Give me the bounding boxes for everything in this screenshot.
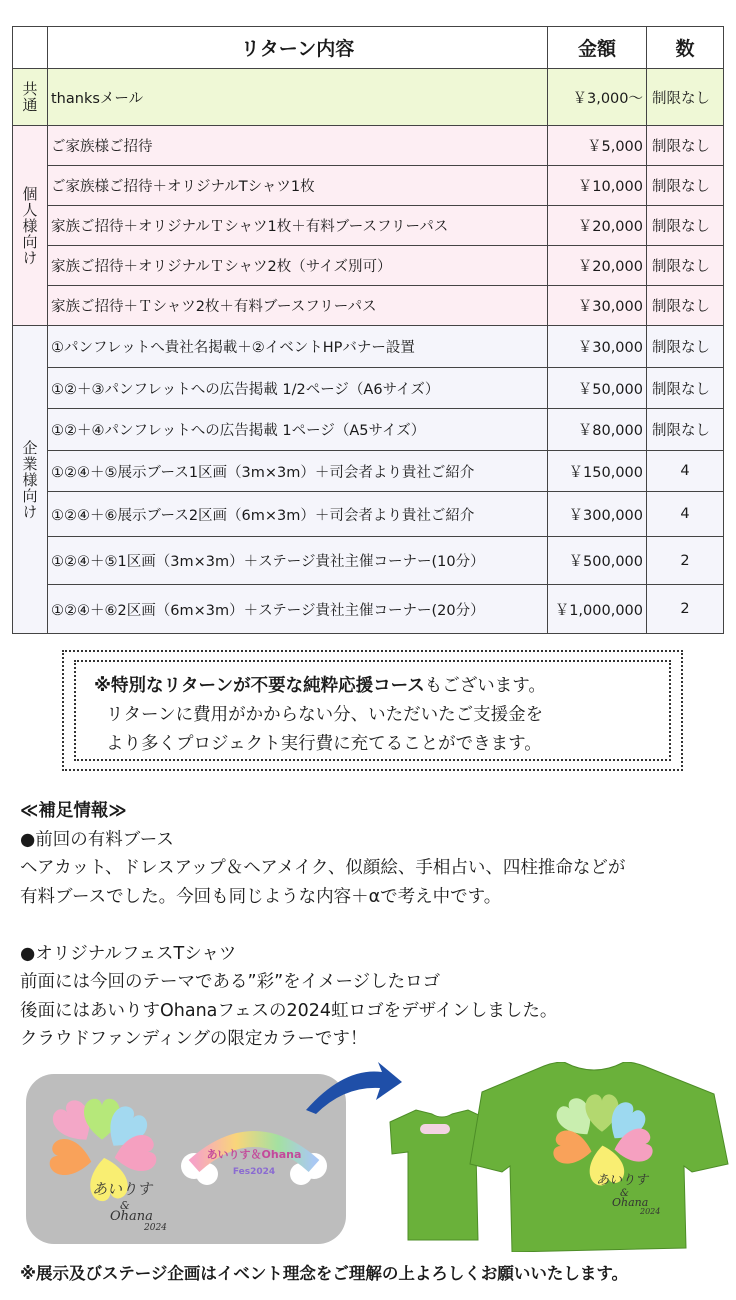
notes-heading: ≪補足情報≫ — [20, 801, 127, 821]
return-content: 家族ご招待＋オリジナルＴシャツ2枚（サイズ別可） — [48, 246, 548, 286]
return-content: ご家族様ご招待 — [48, 126, 548, 166]
return-amount: ￥1,000,000 — [548, 585, 647, 634]
supplementary-info — [20, 797, 730, 1054]
return-amount: ￥30,000 — [548, 286, 647, 326]
return-amount: ￥20,000 — [548, 246, 647, 286]
table-row — [13, 537, 724, 585]
shirt-script-ohana: Ohana — [612, 1196, 649, 1209]
shirt-script-year: 2024 — [640, 1207, 661, 1216]
return-content: 家族ご招待＋オリジナルＴシャツ1枚＋有料ブースフリーパス — [48, 206, 548, 246]
table-row — [13, 246, 724, 286]
group-label-common: 共通 — [13, 69, 48, 126]
return-content: ①パンフレットへ貴社名掲載＋②イベントHPバナー設置 — [48, 326, 548, 368]
return-amount: ￥5,000 — [548, 126, 647, 166]
group-label-corporate: 企業様向け — [13, 326, 48, 634]
table-row — [13, 69, 724, 126]
return-count: 制限なし — [647, 206, 724, 246]
rainbow-title: あいりす＆Ohana — [206, 1148, 302, 1161]
rainbow-sub: Fes2024 — [232, 1167, 276, 1177]
no-return-line2: リターンに費用がかからない分、いただいたご支援金を — [106, 705, 544, 725]
header-blank — [13, 27, 48, 69]
return-count: 制限なし — [647, 409, 724, 451]
table-row — [13, 126, 724, 166]
shirt-title: ●オリジナルフェスTシャツ — [20, 943, 237, 964]
return-count: 制限なし — [647, 166, 724, 206]
logo-script-name: あいりす — [92, 1180, 153, 1198]
return-amount: ￥300,000 — [548, 492, 647, 537]
no-return-rest: もございます。 — [424, 676, 546, 696]
no-return-line1 — [90, 672, 655, 701]
logo-script-year: 2024 — [144, 1223, 167, 1233]
shirt-line3: クラウドファンディングの限定カラーです！ — [20, 1029, 368, 1049]
booth-line1: ヘアカット、ドレスアップ＆ヘアメイク、似顔絵、手相占い、四柱推命などが — [20, 858, 626, 878]
logo-script-ohana: Ohana — [110, 1209, 153, 1224]
booth-title: ●前回の有料ブース — [20, 829, 174, 850]
return-amount: ￥3,000〜 — [548, 69, 647, 126]
return-content: thanksメール — [48, 69, 548, 126]
return-amount: ￥500,000 — [548, 537, 647, 585]
return-count: 4 — [647, 451, 724, 492]
return-amount: ￥30,000 — [548, 326, 647, 368]
return-content: ①②④＋⑥2区画（6m×3m）＋ステージ貴社主催コーナー(20分） — [48, 585, 548, 634]
shirt-script-amp: & — [620, 1188, 629, 1199]
shirt-line1: 前面には今回のテーマである”彩”をイメージしたロゴ — [20, 972, 441, 992]
table-row — [13, 451, 724, 492]
return-count: 制限なし — [647, 368, 724, 409]
return-count: 2 — [647, 585, 724, 634]
returns-table — [12, 26, 724, 634]
return-amount: ￥20,000 — [548, 206, 647, 246]
tshirt-illustration — [24, 1062, 734, 1252]
return-amount: ￥10,000 — [548, 166, 647, 206]
return-amount: ￥80,000 — [548, 409, 647, 451]
no-return-course-box — [62, 650, 683, 771]
table-row — [13, 326, 724, 368]
table-row — [13, 409, 724, 451]
return-count: 2 — [647, 537, 724, 585]
table-row — [13, 166, 724, 206]
return-content: ①②＋③パンフレットへの広告掲載 1/2ページ（A6サイズ） — [48, 368, 548, 409]
table-row — [13, 206, 724, 246]
table-row — [13, 286, 724, 326]
header-count: 数 — [647, 27, 724, 69]
return-content: ①②＋④パンフレットへの広告掲載 1ページ（A5サイズ） — [48, 409, 548, 451]
shirt-script-name: あいりす — [596, 1173, 649, 1188]
return-content: ①②④＋⑤1区画（3m×3m）＋ステージ貴社主催コーナー(10分） — [48, 537, 548, 585]
no-return-bold: ※特別なリターンが不要な純粋応援コース — [94, 676, 425, 696]
tshirt-front — [470, 1062, 728, 1252]
return-content: ご家族様ご招待＋オリジナルTシャツ1枚 — [48, 166, 548, 206]
table-row — [13, 585, 724, 634]
return-content: ①②④＋⑤展示ブース1区画（3m×3m）＋司会者より貴社ご紹介 — [48, 451, 548, 492]
table-row — [13, 368, 724, 409]
return-content: ①②④＋⑥展示ブース2区画（6m×3m）＋司会者より貴社ご紹介 — [48, 492, 548, 537]
return-count: 制限なし — [647, 326, 724, 368]
no-return-course-inner — [74, 660, 671, 761]
return-amount: ￥150,000 — [548, 451, 647, 492]
header-content: リターン内容 — [48, 27, 548, 69]
return-count: 制限なし — [647, 286, 724, 326]
table-header-row — [13, 27, 724, 69]
table-row — [13, 492, 724, 537]
return-count: 制限なし — [647, 126, 724, 166]
return-content: 家族ご招待＋Ｔシャツ2枚＋有料ブースフリーパス — [48, 286, 548, 326]
booth-line2: 有料ブースでした。今回も同じような内容＋αで考え中です。 — [20, 886, 502, 907]
return-amount: ￥50,000 — [548, 368, 647, 409]
footer-note: ※展示及びステージ企画はイベント理念をご理解の上よろしくお願いいたします。 — [20, 1264, 629, 1283]
header-amount: 金額 — [548, 27, 647, 69]
return-count: 制限なし — [647, 69, 724, 126]
no-return-line3: より多くプロジェクト実行費に充てることができます。 — [106, 734, 542, 754]
return-count: 4 — [647, 492, 724, 537]
logo-script-amp: & — [120, 1199, 130, 1212]
group-label-personal: 個人様向け — [13, 126, 48, 326]
return-count: 制限なし — [647, 246, 724, 286]
shirt-line2: 後面にはあいりすOhanaフェスの2024虹ロゴをデザインしました。 — [20, 1000, 558, 1021]
